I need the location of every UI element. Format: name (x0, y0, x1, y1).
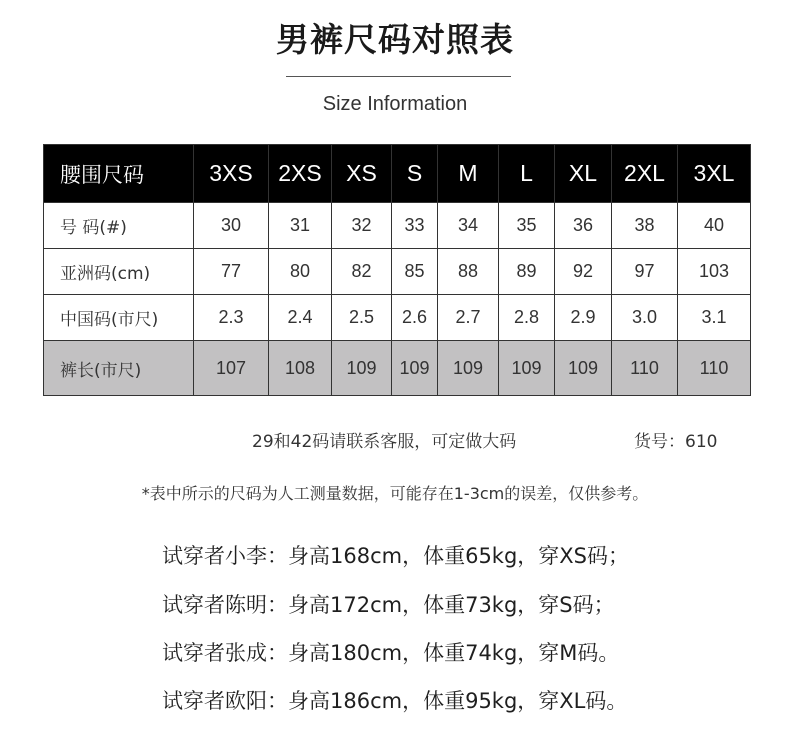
header-cell: 3XS (194, 145, 269, 203)
tester-line: 试穿者小李：身高168cm，体重65kg，穿XS码； (162, 544, 630, 568)
table-cell: 107 (194, 341, 269, 396)
table-cell: 109 (438, 341, 499, 396)
table-cell: 32 (332, 203, 392, 249)
header-cell: M (438, 145, 499, 203)
table-cell: 38 (612, 203, 678, 249)
header-cell: 2XS (269, 145, 332, 203)
header-cell: XL (555, 145, 612, 203)
table-cell: 109 (555, 341, 612, 396)
table-cell: 80 (269, 249, 332, 295)
table-cell: 2.6 (392, 295, 438, 341)
table-cell: 31 (269, 203, 332, 249)
table-cell: 89 (499, 249, 555, 295)
header-cell: XS (332, 145, 392, 203)
table-row (44, 249, 751, 295)
tester-line: 试穿者欧阳：身高186cm，体重95kg，穿XL码。 (162, 689, 628, 713)
contact-note: 29和42码请联系客服，可定做大码 (252, 432, 517, 452)
table-cell: 103 (678, 249, 751, 295)
table-cell: 92 (555, 249, 612, 295)
table-row (44, 295, 751, 341)
table-cell: 2.4 (269, 295, 332, 341)
table-cell: 36 (555, 203, 612, 249)
table-cell: 109 (332, 341, 392, 396)
disclaimer: *表中所示的尺码为人工测量数据，可能存在1-3cm的误差，仅供参考。 (141, 484, 649, 503)
row-label: 中国码(市尺) (44, 295, 194, 341)
row-label: 裤长(市尺) (44, 341, 194, 396)
table-cell: 2.3 (194, 295, 269, 341)
header-cell: S (392, 145, 438, 203)
table-row (44, 203, 751, 249)
page-title: 男裤尺码对照表 (276, 20, 514, 59)
row-label: 号 码(#) (44, 203, 194, 249)
page-subtitle: Size Information (322, 93, 468, 115)
table-cell: 2.9 (555, 295, 612, 341)
table-cell: 30 (194, 203, 269, 249)
table-cell: 110 (612, 341, 678, 396)
table-cell: 34 (438, 203, 499, 249)
table-cell: 109 (499, 341, 555, 396)
table-cell: 88 (438, 249, 499, 295)
row-label: 亚洲码(cm) (44, 249, 194, 295)
table-cell: 77 (194, 249, 269, 295)
size-chart-table (43, 144, 751, 396)
table-header-row (44, 145, 751, 203)
table-cell: 110 (678, 341, 751, 396)
tester-line: 试穿者陈明：身高172cm，体重73kg，穿S码； (162, 593, 615, 617)
table-cell: 3.0 (612, 295, 678, 341)
header-cell: 2XL (612, 145, 678, 203)
table-cell: 2.8 (499, 295, 555, 341)
table-cell: 35 (499, 203, 555, 249)
table-cell: 108 (269, 341, 332, 396)
table-cell: 82 (332, 249, 392, 295)
header-cell: L (499, 145, 555, 203)
tester-line: 试穿者张成：身高180cm，体重74kg，穿M码。 (162, 641, 620, 665)
table-cell: 40 (678, 203, 751, 249)
table-cell: 109 (392, 341, 438, 396)
header-cell: 3XL (678, 145, 751, 203)
table-cell: 85 (392, 249, 438, 295)
table-cell: 97 (612, 249, 678, 295)
table-cell: 2.5 (332, 295, 392, 341)
table-cell: 2.7 (438, 295, 499, 341)
header-cell-waist-size: 腰围尺码 (44, 145, 194, 203)
title-divider (286, 76, 511, 77)
table-row (44, 341, 751, 396)
table-cell: 33 (392, 203, 438, 249)
table-cell: 3.1 (678, 295, 751, 341)
item-number: 货号：610 (634, 432, 718, 452)
